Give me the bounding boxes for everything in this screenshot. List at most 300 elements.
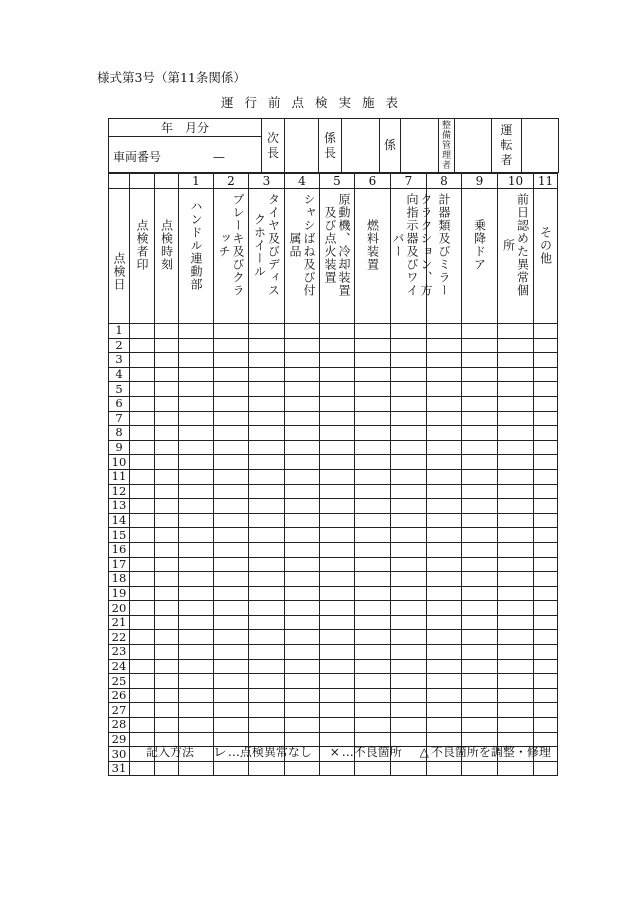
entry-cell[interactable] [320,761,355,776]
entry-cell[interactable] [427,572,462,587]
entry-cell[interactable] [498,761,534,776]
entry-cell[interactable] [285,630,320,645]
entry-cell[interactable] [249,396,285,411]
entry-cell[interactable] [214,338,249,353]
entry-cell[interactable] [391,688,427,703]
entry-cell[interactable] [462,718,498,733]
entry-cell[interactable] [355,586,391,601]
entry-cell[interactable] [155,645,179,660]
entry-cell[interactable] [391,324,427,339]
entry-cell[interactable] [130,718,155,733]
entry-cell[interactable] [498,645,534,660]
entry-cell[interactable] [320,469,355,484]
entry-cell[interactable] [214,324,249,339]
entry-cell[interactable] [130,674,155,689]
entry-cell[interactable] [355,688,391,703]
entry-cell[interactable] [498,601,534,616]
entry-cell[interactable] [249,601,285,616]
entry-cell[interactable] [285,542,320,557]
entry-cell[interactable] [534,440,558,455]
entry-cell[interactable] [155,761,179,776]
entry-cell[interactable] [462,440,498,455]
entry-cell[interactable] [427,382,462,397]
entry-cell[interactable] [462,411,498,426]
entry-cell[interactable] [462,615,498,630]
vehicle-number-field[interactable] [109,141,262,173]
entry-cell[interactable] [534,396,558,411]
entry-cell[interactable] [427,615,462,630]
entry-cell[interactable] [155,601,179,616]
entry-cell[interactable] [462,674,498,689]
entry-cell[interactable] [214,761,249,776]
entry-cell[interactable] [534,688,558,703]
entry-cell[interactable] [130,615,155,630]
entry-cell[interactable] [130,455,155,470]
entry-cell[interactable] [462,761,498,776]
entry-cell[interactable] [391,761,427,776]
approver-stamp-jicho[interactable] [285,119,319,173]
entry-cell[interactable] [355,338,391,353]
entry-cell[interactable] [320,703,355,718]
entry-cell[interactable] [355,674,391,689]
entry-cell[interactable] [130,645,155,660]
entry-cell[interactable] [249,659,285,674]
entry-cell[interactable] [285,761,320,776]
entry-cell[interactable] [249,542,285,557]
entry-cell[interactable] [320,455,355,470]
entry-cell[interactable] [285,455,320,470]
entry-cell[interactable] [355,455,391,470]
entry-cell[interactable] [355,630,391,645]
approver-stamp-driver[interactable] [522,119,559,173]
entry-cell[interactable] [534,674,558,689]
entry-cell[interactable] [214,411,249,426]
entry-cell[interactable] [285,718,320,733]
entry-cell[interactable] [427,688,462,703]
entry-cell[interactable] [391,718,427,733]
entry-cell[interactable] [391,469,427,484]
entry-cell[interactable] [155,367,179,382]
entry-cell[interactable] [155,499,179,514]
entry-cell[interactable] [249,703,285,718]
entry-cell[interactable] [179,455,214,470]
entry-cell[interactable] [534,411,558,426]
entry-cell[interactable] [249,572,285,587]
entry-cell[interactable] [534,499,558,514]
entry-cell[interactable] [498,688,534,703]
entry-cell[interactable] [391,674,427,689]
entry-cell[interactable] [179,513,214,528]
entry-cell[interactable] [391,586,427,601]
entry-cell[interactable] [179,499,214,514]
approver-stamp-kakaricho[interactable] [342,119,380,173]
entry-cell[interactable] [155,426,179,441]
entry-cell[interactable] [130,338,155,353]
entry-cell[interactable] [155,469,179,484]
entry-cell[interactable] [214,615,249,630]
entry-cell[interactable] [355,382,391,397]
entry-cell[interactable] [462,659,498,674]
entry-cell[interactable] [355,426,391,441]
entry-cell[interactable] [130,630,155,645]
entry-cell[interactable] [355,353,391,368]
entry-cell[interactable] [462,426,498,441]
entry-cell[interactable] [391,396,427,411]
entry-cell[interactable] [214,528,249,543]
entry-cell[interactable] [155,630,179,645]
entry-cell[interactable] [498,572,534,587]
entry-cell[interactable] [249,688,285,703]
entry-cell[interactable] [427,542,462,557]
entry-cell[interactable] [214,659,249,674]
entry-cell[interactable] [179,601,214,616]
entry-cell[interactable] [214,542,249,557]
entry-cell[interactable] [391,542,427,557]
entry-cell[interactable] [498,469,534,484]
entry-cell[interactable] [320,601,355,616]
entry-cell[interactable] [462,324,498,339]
entry-cell[interactable] [391,440,427,455]
entry-cell[interactable] [214,440,249,455]
entry-cell[interactable] [320,324,355,339]
entry-cell[interactable] [249,586,285,601]
entry-cell[interactable] [130,367,155,382]
entry-cell[interactable] [355,557,391,572]
entry-cell[interactable] [249,324,285,339]
entry-cell[interactable] [534,324,558,339]
entry-cell[interactable] [462,557,498,572]
entry-cell[interactable] [130,484,155,499]
entry-cell[interactable] [462,630,498,645]
entry-cell[interactable] [320,572,355,587]
entry-cell[interactable] [427,557,462,572]
entry-cell[interactable] [285,426,320,441]
entry-cell[interactable] [355,542,391,557]
entry-cell[interactable] [285,688,320,703]
entry-cell[interactable] [155,455,179,470]
entry-cell[interactable] [391,615,427,630]
entry-cell[interactable] [130,572,155,587]
entry-cell[interactable] [179,586,214,601]
entry-cell[interactable] [355,645,391,660]
entry-cell[interactable] [214,718,249,733]
entry-cell[interactable] [320,411,355,426]
entry-cell[interactable] [285,338,320,353]
entry-cell[interactable] [155,324,179,339]
entry-cell[interactable] [214,484,249,499]
entry-cell[interactable] [498,630,534,645]
entry-cell[interactable] [130,353,155,368]
entry-cell[interactable] [155,396,179,411]
entry-cell[interactable] [462,645,498,660]
entry-cell[interactable] [214,688,249,703]
entry-cell[interactable] [249,353,285,368]
entry-cell[interactable] [391,367,427,382]
entry-cell[interactable] [130,426,155,441]
entry-cell[interactable] [179,615,214,630]
entry-cell[interactable] [534,513,558,528]
entry-cell[interactable] [179,630,214,645]
entry-cell[interactable] [214,557,249,572]
entry-cell[interactable] [179,469,214,484]
entry-cell[interactable] [355,367,391,382]
entry-cell[interactable] [355,615,391,630]
entry-cell[interactable] [534,528,558,543]
entry-cell[interactable] [285,469,320,484]
entry-cell[interactable] [427,674,462,689]
entry-cell[interactable] [320,557,355,572]
entry-cell[interactable] [179,718,214,733]
entry-cell[interactable] [249,426,285,441]
entry-cell[interactable] [391,513,427,528]
entry-cell[interactable] [214,396,249,411]
entry-cell[interactable] [155,572,179,587]
entry-cell[interactable] [355,469,391,484]
entry-cell[interactable] [130,382,155,397]
entry-cell[interactable] [534,382,558,397]
entry-cell[interactable] [249,455,285,470]
entry-cell[interactable] [427,659,462,674]
entry-cell[interactable] [285,572,320,587]
entry-cell[interactable] [427,338,462,353]
approver-stamp-seibi[interactable] [455,119,492,173]
entry-cell[interactable] [179,382,214,397]
entry-cell[interactable] [498,615,534,630]
entry-cell[interactable] [355,718,391,733]
entry-cell[interactable] [249,469,285,484]
entry-cell[interactable] [355,601,391,616]
entry-cell[interactable] [498,338,534,353]
entry-cell[interactable] [355,572,391,587]
entry-cell[interactable] [462,513,498,528]
entry-cell[interactable] [249,484,285,499]
entry-cell[interactable] [391,411,427,426]
entry-cell[interactable] [179,703,214,718]
entry-cell[interactable] [427,484,462,499]
entry-cell[interactable] [355,324,391,339]
entry-cell[interactable] [249,528,285,543]
entry-cell[interactable] [320,513,355,528]
entry-cell[interactable] [249,674,285,689]
entry-cell[interactable] [355,484,391,499]
entry-cell[interactable] [155,659,179,674]
entry-cell[interactable] [534,484,558,499]
entry-cell[interactable] [285,513,320,528]
entry-cell[interactable] [130,557,155,572]
entry-cell[interactable] [155,615,179,630]
entry-cell[interactable] [462,528,498,543]
entry-cell[interactable] [179,645,214,660]
entry-cell[interactable] [391,499,427,514]
entry-cell[interactable] [462,484,498,499]
entry-cell[interactable] [285,615,320,630]
entry-cell[interactable] [391,703,427,718]
entry-cell[interactable] [427,718,462,733]
entry-cell[interactable] [214,367,249,382]
entry-cell[interactable] [427,630,462,645]
entry-cell[interactable] [179,440,214,455]
entry-cell[interactable] [179,528,214,543]
entry-cell[interactable] [179,674,214,689]
entry-cell[interactable] [320,440,355,455]
entry-cell[interactable] [534,455,558,470]
entry-cell[interactable] [427,411,462,426]
entry-cell[interactable] [155,586,179,601]
entry-cell[interactable] [285,440,320,455]
entry-cell[interactable] [355,528,391,543]
entry-cell[interactable] [427,513,462,528]
entry-cell[interactable] [391,338,427,353]
entry-cell[interactable] [462,353,498,368]
entry-cell[interactable] [391,426,427,441]
entry-cell[interactable] [498,382,534,397]
entry-cell[interactable] [462,367,498,382]
entry-cell[interactable] [249,338,285,353]
entry-cell[interactable] [130,688,155,703]
entry-cell[interactable] [462,382,498,397]
entry-cell[interactable] [155,382,179,397]
entry-cell[interactable] [285,411,320,426]
entry-cell[interactable] [391,455,427,470]
entry-cell[interactable] [534,659,558,674]
entry-cell[interactable] [285,674,320,689]
entry-cell[interactable] [155,528,179,543]
entry-cell[interactable] [155,440,179,455]
entry-cell[interactable] [427,528,462,543]
entry-cell[interactable] [391,353,427,368]
entry-cell[interactable] [130,586,155,601]
entry-cell[interactable] [155,703,179,718]
approver-stamp-kakari[interactable] [401,119,439,173]
entry-cell[interactable] [355,499,391,514]
entry-cell[interactable] [427,396,462,411]
entry-cell[interactable] [179,484,214,499]
entry-cell[interactable] [391,601,427,616]
entry-cell[interactable] [320,382,355,397]
entry-cell[interactable] [214,353,249,368]
entry-cell[interactable] [214,499,249,514]
entry-cell[interactable] [214,630,249,645]
entry-cell[interactable] [498,703,534,718]
entry-cell[interactable] [155,353,179,368]
entry-cell[interactable] [462,586,498,601]
entry-cell[interactable] [130,761,155,776]
entry-cell[interactable] [179,367,214,382]
entry-cell[interactable] [155,542,179,557]
entry-cell[interactable] [427,645,462,660]
entry-cell[interactable] [498,528,534,543]
entry-cell[interactable] [130,440,155,455]
entry-cell[interactable] [214,469,249,484]
entry-cell[interactable] [391,484,427,499]
entry-cell[interactable] [285,659,320,674]
entry-cell[interactable] [427,586,462,601]
entry-cell[interactable] [462,469,498,484]
entry-cell[interactable] [391,630,427,645]
entry-cell[interactable] [214,382,249,397]
entry-cell[interactable] [214,513,249,528]
entry-cell[interactable] [498,353,534,368]
entry-cell[interactable] [285,601,320,616]
entry-cell[interactable] [155,338,179,353]
entry-cell[interactable] [534,586,558,601]
entry-cell[interactable] [214,601,249,616]
entry-cell[interactable] [498,426,534,441]
entry-cell[interactable] [427,469,462,484]
entry-cell[interactable] [462,455,498,470]
entry-cell[interactable] [355,396,391,411]
entry-cell[interactable] [534,338,558,353]
entry-cell[interactable] [214,703,249,718]
entry-cell[interactable] [320,659,355,674]
entry-cell[interactable] [462,703,498,718]
entry-cell[interactable] [462,396,498,411]
entry-cell[interactable] [498,411,534,426]
entry-cell[interactable] [320,396,355,411]
entry-cell[interactable] [427,367,462,382]
entry-cell[interactable] [462,499,498,514]
entry-cell[interactable] [391,572,427,587]
entry-cell[interactable] [320,542,355,557]
entry-cell[interactable] [155,718,179,733]
entry-cell[interactable] [285,396,320,411]
entry-cell[interactable] [355,659,391,674]
entry-cell[interactable] [179,761,214,776]
entry-cell[interactable] [534,572,558,587]
entry-cell[interactable] [155,411,179,426]
entry-cell[interactable] [179,396,214,411]
entry-cell[interactable] [462,542,498,557]
entry-cell[interactable] [285,557,320,572]
entry-cell[interactable] [130,542,155,557]
entry-cell[interactable] [534,426,558,441]
entry-cell[interactable] [130,324,155,339]
entry-cell[interactable] [130,528,155,543]
entry-cell[interactable] [179,659,214,674]
entry-cell[interactable] [249,411,285,426]
entry-cell[interactable] [391,528,427,543]
entry-cell[interactable] [498,367,534,382]
entry-cell[interactable] [427,455,462,470]
entry-cell[interactable] [249,440,285,455]
entry-cell[interactable] [285,484,320,499]
entry-cell[interactable] [427,440,462,455]
entry-cell[interactable] [534,645,558,660]
entry-cell[interactable] [534,557,558,572]
entry-cell[interactable] [130,469,155,484]
entry-cell[interactable] [155,674,179,689]
entry-cell[interactable] [130,499,155,514]
entry-cell[interactable] [498,440,534,455]
entry-cell[interactable] [498,718,534,733]
entry-cell[interactable] [320,630,355,645]
entry-cell[interactable] [427,324,462,339]
entry-cell[interactable] [498,513,534,528]
entry-cell[interactable] [155,513,179,528]
entry-cell[interactable] [355,513,391,528]
entry-cell[interactable] [320,645,355,660]
entry-cell[interactable] [320,484,355,499]
entry-cell[interactable] [179,411,214,426]
entry-cell[interactable] [427,703,462,718]
entry-cell[interactable] [320,586,355,601]
entry-cell[interactable] [249,367,285,382]
entry-cell[interactable] [534,703,558,718]
entry-cell[interactable] [534,615,558,630]
entry-cell[interactable] [249,718,285,733]
entry-cell[interactable] [155,557,179,572]
entry-cell[interactable] [320,674,355,689]
